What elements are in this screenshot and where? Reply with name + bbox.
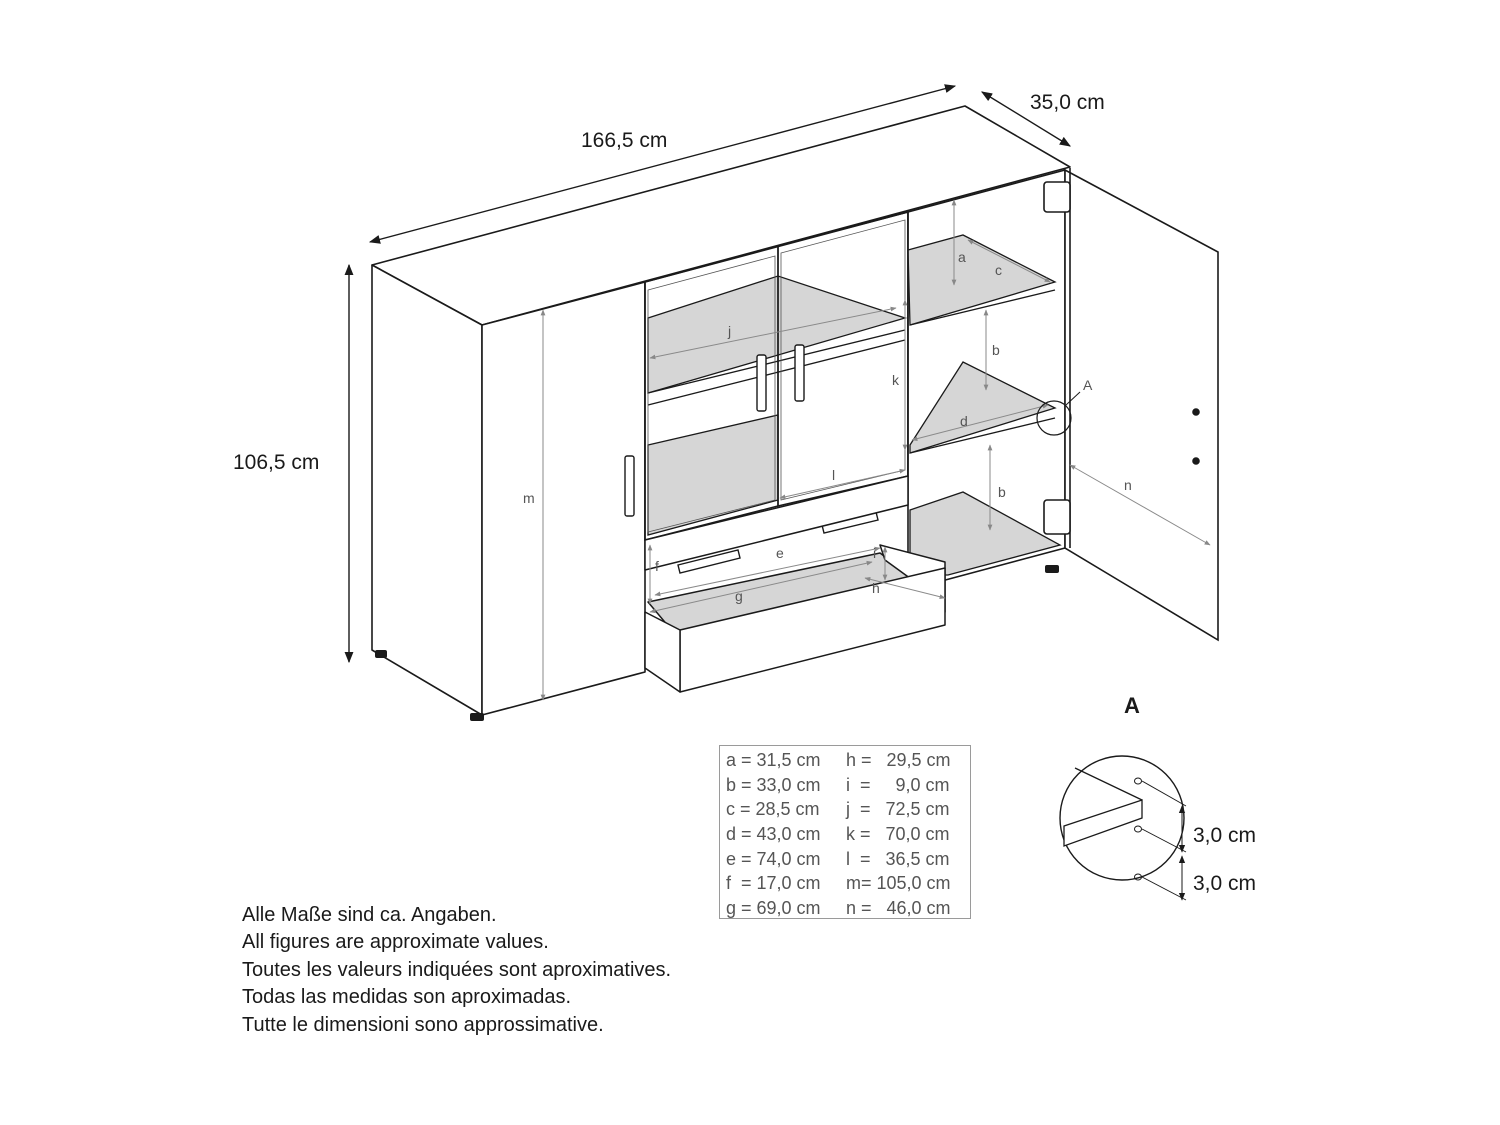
foot (470, 713, 484, 721)
letter-j: j (728, 323, 732, 339)
letter-k: k (892, 372, 899, 388)
left-door-handle (625, 456, 634, 516)
foot (375, 650, 387, 658)
approximation-notes (242, 902, 671, 1039)
letter-e: e (776, 545, 784, 561)
lower-hinge (1044, 500, 1070, 534)
letter-i: i (873, 545, 877, 561)
legend-row (726, 822, 964, 847)
legend-right-value: m= 105,0 cm (846, 873, 951, 894)
detail-view (1060, 756, 1186, 900)
open-door-panel (1065, 170, 1218, 640)
dimension-legend-table (719, 745, 971, 919)
letter-a: a (958, 249, 966, 265)
depth-label: 35,0 cm (1030, 91, 1105, 114)
letter-d: d (960, 413, 968, 429)
note-italian: Tutte le dimensioni sono approssimative. (242, 1013, 604, 1036)
legend-left-value: e = 74,0 cm (726, 848, 821, 869)
legend-right-value: n = 46,0 cm (846, 898, 951, 919)
left-side-panel (372, 265, 482, 715)
foot (1045, 565, 1059, 573)
note-spanish: Todas las medidas son aproximadas. (242, 986, 572, 1009)
legend-right-value: h = 29,5 cm (846, 750, 951, 770)
legend-row (726, 847, 964, 872)
note-english: All figures are approximate values. (242, 931, 549, 954)
detail-title: A (1124, 693, 1140, 718)
letter-n: n (1124, 477, 1132, 493)
hinge-hole (1193, 409, 1199, 415)
detail-lower-label: 3,0 cm (1193, 872, 1257, 895)
legend-left-value: f = 17,0 cm (726, 873, 821, 894)
letter-b-lower: b (998, 484, 1006, 500)
legend-right-value: i = 9,0 cm (846, 774, 950, 795)
letter-l: l (832, 467, 836, 483)
legend-row (726, 896, 964, 921)
upper-hinge (1044, 182, 1070, 212)
legend-row (726, 871, 964, 896)
glass-door-right-handle (795, 345, 804, 401)
letter-b-upper: b (992, 342, 1000, 358)
legend-row (726, 773, 964, 798)
note-french: Toutes les valeurs indiquées sont aproximatives. (242, 958, 672, 981)
right-open-door (1044, 168, 1218, 640)
legend-left-value: b = 33,0 cm (726, 774, 821, 795)
letter-f: f (655, 558, 659, 574)
legend-row (726, 797, 964, 822)
legend-left-value: g = 69,0 cm (726, 898, 821, 919)
height-label: 106,5 cm (233, 451, 320, 474)
legend-left-value: d = 43,0 cm (726, 824, 821, 845)
glass-door-left-handle (757, 355, 766, 411)
legend-right-value: k = 70,0 cm (846, 824, 950, 845)
detail-ext (1142, 877, 1186, 900)
letter-A-marker: A (1083, 377, 1093, 393)
detail-upper-label: 3,0 cm (1193, 824, 1257, 847)
letter-h: h (872, 580, 880, 596)
left-door (482, 282, 645, 715)
legend-left-value: a = 31,5 cm (726, 750, 821, 770)
note-german: Alle Maße sind ca. Angaben. (242, 904, 497, 926)
letter-c: c (995, 262, 1002, 278)
width-label: 166,5 cm (581, 129, 668, 152)
legend-left-value: c = 28,5 cm (726, 799, 820, 820)
legend-row (726, 748, 964, 773)
legend-right-value: j = 72,5 cm (846, 799, 950, 820)
letter-g: g (735, 588, 743, 604)
hinge-hole (1193, 458, 1199, 464)
letter-m: m (523, 490, 535, 506)
legend-right-value: l = 36,5 cm (846, 848, 950, 869)
